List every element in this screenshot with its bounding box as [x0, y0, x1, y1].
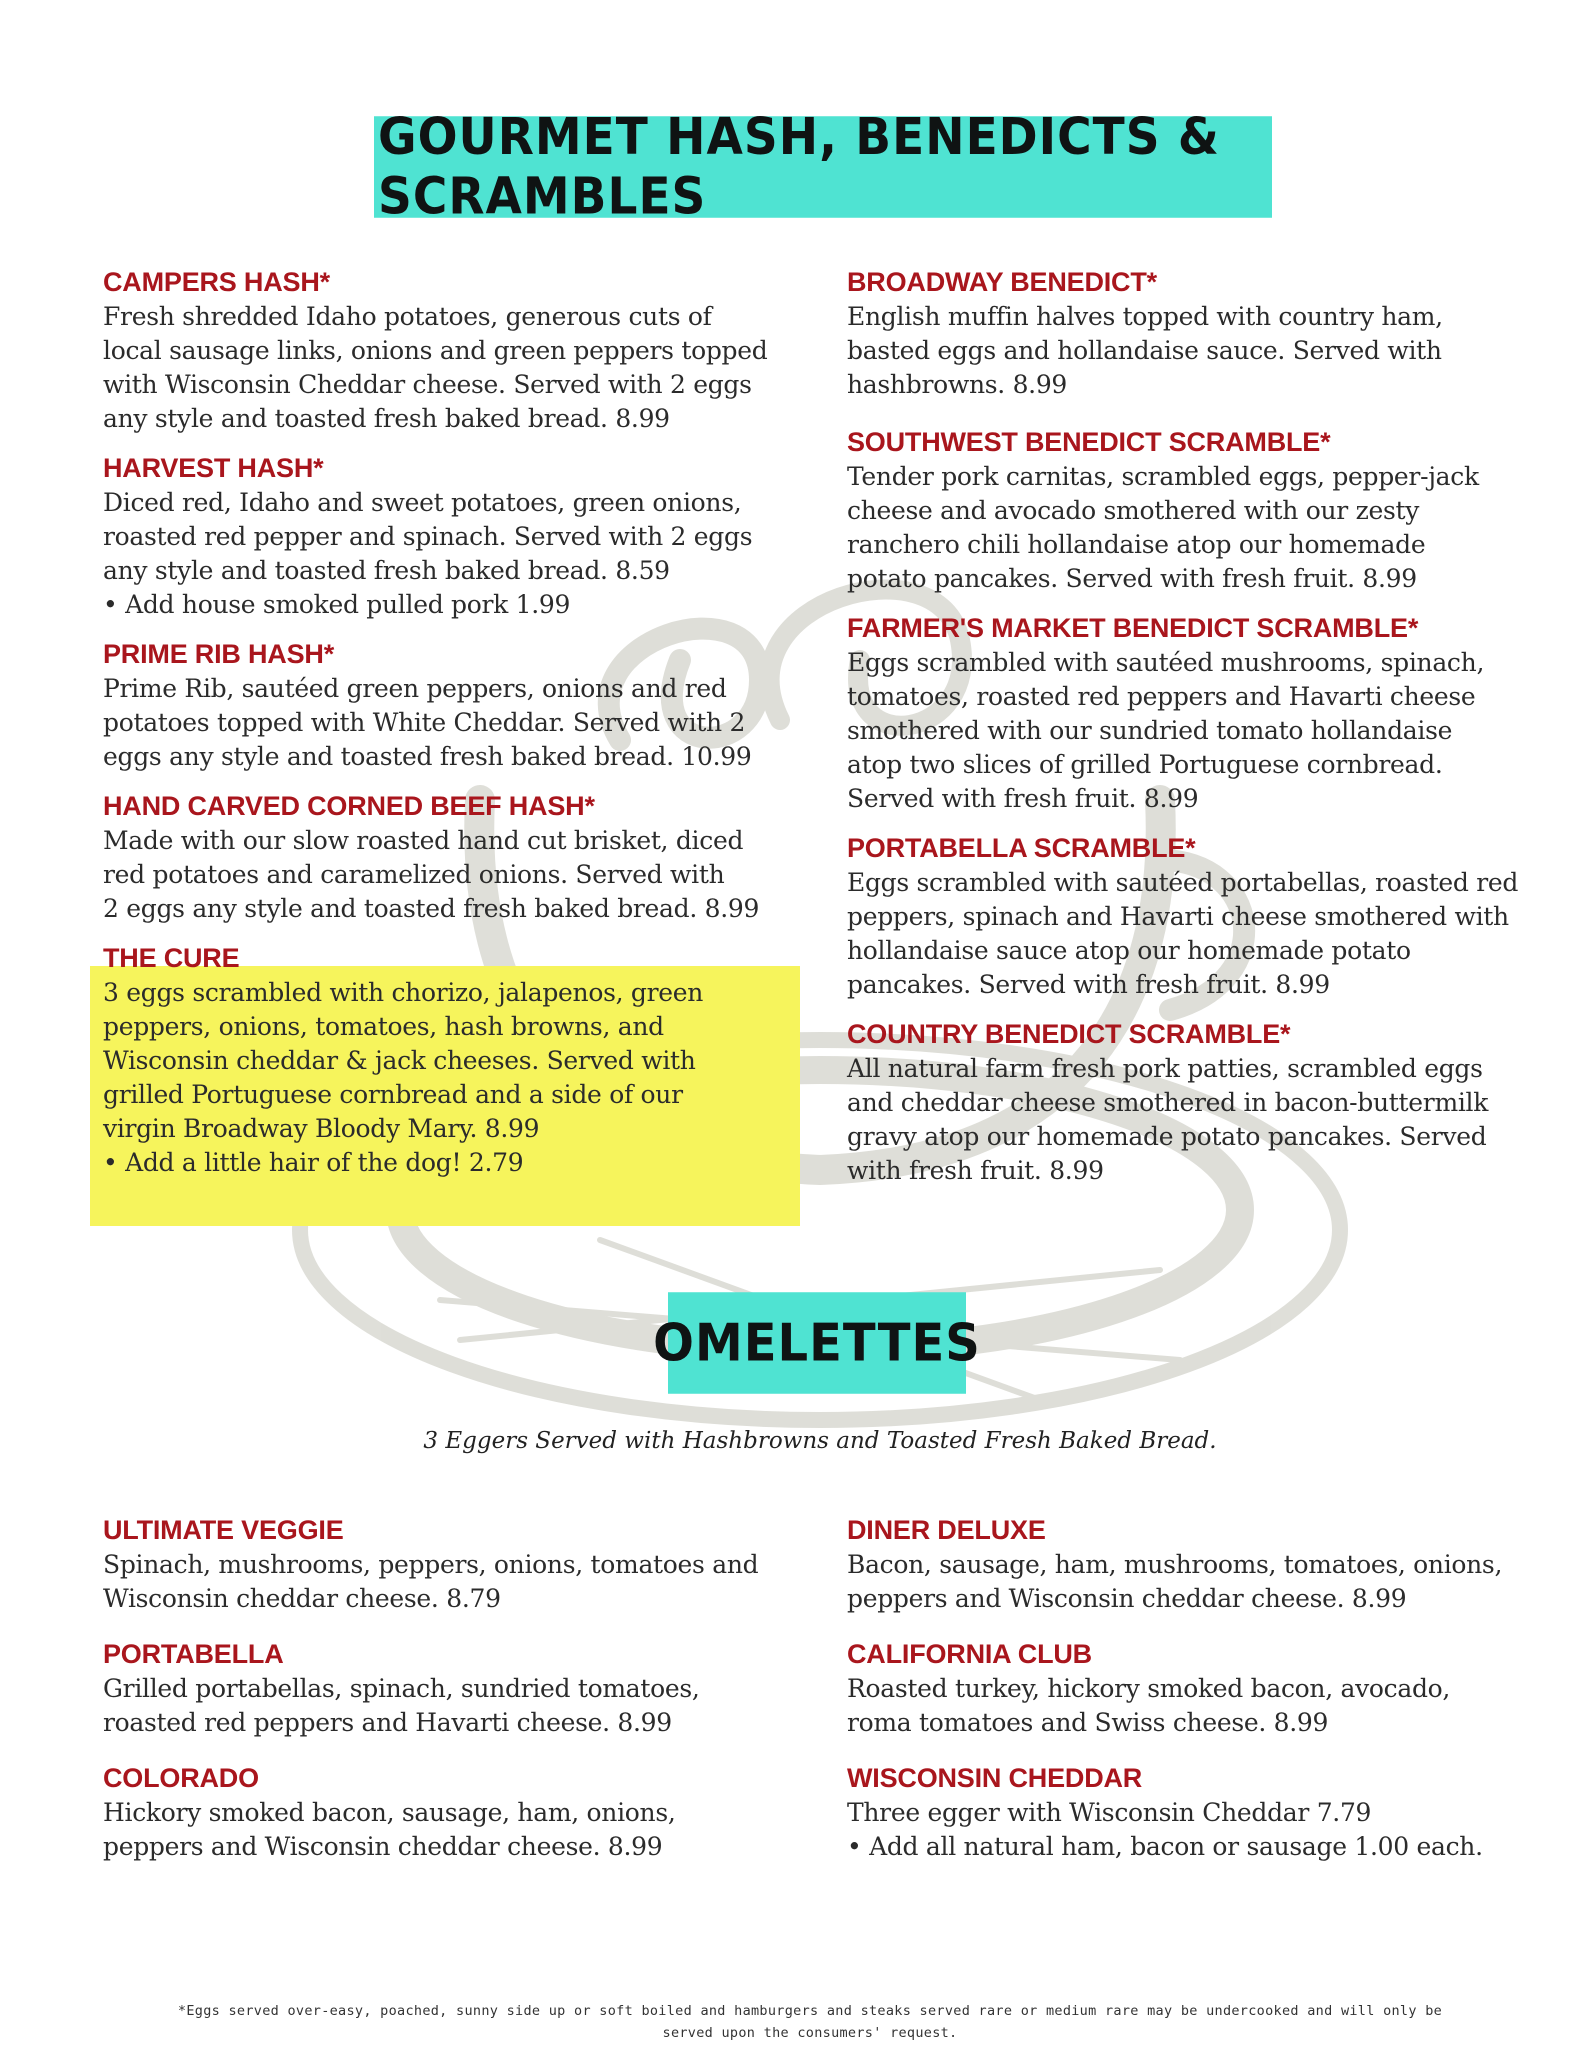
menu-item-broadway-benedict — [847, 264, 1567, 402]
menu-item-name: COLORADO — [103, 1763, 259, 1793]
menu-item-desc-line: Prime Rib, sautéed green peppers, onions and red — [103, 674, 727, 703]
menu-item-desc-line: English muffin halves topped with country ham, — [847, 302, 1443, 331]
menu-item-desc-line: any style and toasted fresh baked bread. 8.59 — [103, 556, 670, 585]
menu-item-desc-line: Eggs scrambled with sautéed portabellas, roasted red — [847, 868, 1519, 897]
menu-item-desc-line: grilled Portuguese cornbread and a side of our — [103, 1080, 683, 1109]
menu-item-southwest-benedict — [847, 424, 1567, 596]
menu-item-desc-line: 2 eggs any style and toasted fresh baked bread. 8.99 — [103, 894, 760, 923]
section-title-gourmet: GOURMET HASH, BENEDICTS & SCRAMBLES — [378, 121, 1268, 214]
menu-item-country-benedict — [847, 1016, 1567, 1188]
menu-item-colorado — [103, 1760, 803, 1864]
menu-item-desc-line: smothered with our sundried tomato hollandaise — [847, 716, 1453, 745]
omelettes-subtitle: 3 Eggers Served with Hashbrowns and Toasted Fresh Baked Bread. — [423, 1428, 1217, 1454]
menu-item-desc-line: tomatoes, roasted red peppers and Havarti cheese — [847, 682, 1476, 711]
footer-line: *Eggs served over-easy, poached, sunny side up or soft boiled and hamburgers and steaks served rare or medium rare may be undercooked and will only be — [177, 2003, 1443, 2019]
right-menu-column — [847, 264, 1567, 1188]
menu-item-desc-line: Wisconsin cheddar & jack cheeses. Served with — [103, 1046, 696, 1075]
menu-item-desc-line: virgin Broadway Bloody Mary. 8.99 — [103, 1114, 540, 1143]
menu-item-desc-line: 3 eggs scrambled with chorizo, jalapenos, green — [103, 978, 704, 1007]
menu-item-california-club — [847, 1636, 1567, 1740]
footer-disclaimer — [130, 2000, 1490, 2044]
omelettes-right-column — [847, 1512, 1567, 1864]
menu-item-desc-line: Three egger with Wisconsin Cheddar 7.79 — [847, 1798, 1372, 1827]
menu-item-desc-line: Served with fresh fruit. 8.99 — [847, 784, 1199, 813]
menu-item-desc-line: atop two slices of grilled Portuguese cornbread. — [847, 750, 1443, 779]
menu-item-desc-line: Bacon, sausage, ham, mushrooms, tomatoes, onions, — [847, 1550, 1503, 1579]
menu-item-desc-line: All natural farm fresh pork patties, scrambled eggs — [847, 1054, 1483, 1083]
menu-item-name: ULTIMATE VEGGIE — [103, 1515, 344, 1545]
menu-item-name: COUNTRY BENEDICT SCRAMBLE* — [847, 1019, 1291, 1049]
menu-item-desc-line: Diced red, Idaho and sweet potatoes, green onions, — [103, 488, 742, 517]
menu-item-name: SOUTHWEST BENEDICT SCRAMBLE* — [847, 427, 1331, 457]
menu-item-desc-line: Grilled portabellas, spinach, sundried tomatoes, — [103, 1674, 700, 1703]
menu-item-desc-line: hashbrowns. 8.99 — [847, 370, 1068, 399]
menu-item-name: FARMER'S MARKET BENEDICT SCRAMBLE* — [847, 613, 1419, 643]
menu-item-desc-line: Wisconsin cheddar cheese. 8.79 — [103, 1584, 501, 1613]
menu-item-desc-line: Hickory smoked bacon, sausage, ham, onions, — [103, 1798, 676, 1827]
menu-item-desc-line: Tender pork carnitas, scrambled eggs, pepper-jack — [847, 462, 1479, 491]
menu-item-corned-beef-hash — [103, 788, 803, 926]
menu-item-desc-line: with Wisconsin Cheddar cheese. Served with 2 eggs — [103, 370, 752, 399]
footer-line: served upon the consumers' request. — [662, 2025, 958, 2041]
menu-item-desc-line: • Add a little hair of the dog! 2.79 — [103, 1148, 524, 1177]
menu-item-desc-line: any style and toasted fresh baked bread. 8.99 — [103, 404, 670, 433]
menu-item-desc-line: roasted red pepper and spinach. Served with 2 eggs — [103, 522, 753, 551]
menu-item-desc-line: roma tomatoes and Swiss cheese. 8.99 — [847, 1708, 1329, 1737]
section-title-omelettes: OMELETTES — [672, 1297, 962, 1390]
omelettes-left-column — [103, 1512, 803, 1864]
menu-item-desc-line: • Add house smoked pulled pork 1.99 — [103, 590, 571, 619]
menu-item-desc-line: peppers, spinach and Havarti cheese smothered with — [847, 902, 1509, 931]
menu-item-desc-line: eggs any style and toasted fresh baked bread. 10.99 — [103, 742, 752, 771]
left-menu-column — [103, 264, 803, 1180]
menu-item-desc-line: red potatoes and caramelized onions. Served with — [103, 860, 725, 889]
menu-item-the-cure — [103, 940, 803, 1180]
menu-item-desc-line: Eggs scrambled with sautéed mushrooms, spinach, — [847, 648, 1485, 677]
menu-item-desc-line: • Add all natural ham, bacon or sausage 1.00 each. — [847, 1832, 1483, 1861]
menu-item-desc-line: Made with our slow roasted hand cut brisket, diced — [103, 826, 744, 855]
menu-item-desc-line: with fresh fruit. 8.99 — [847, 1156, 1104, 1185]
menu-item-ultimate-veggie — [103, 1512, 803, 1616]
menu-item-desc-line: pancakes. Served with fresh fruit. 8.99 — [847, 970, 1330, 999]
menu-item-desc-line: hollandaise sauce atop our homemade potato — [847, 936, 1411, 965]
menu-item-name: DINER DELUXE — [847, 1515, 1046, 1545]
menu-item-desc-line: potatoes topped with White Cheddar. Served with 2 — [103, 708, 746, 737]
menu-item-campers-hash — [103, 264, 803, 436]
menu-item-name: HAND CARVED CORNED BEEF HASH* — [103, 791, 595, 821]
menu-item-name: HARVEST HASH* — [103, 453, 324, 483]
menu-item-portabella — [103, 1636, 803, 1740]
menu-item-desc-line: roasted red peppers and Havarti cheese. 8.99 — [103, 1708, 672, 1737]
menu-item-name: PRIME RIB HASH* — [103, 639, 335, 669]
menu-item-desc-line: Spinach, mushrooms, peppers, onions, tomatoes and — [103, 1550, 759, 1579]
menu-item-name: THE CURE — [103, 943, 240, 973]
menu-item-desc-line: ranchero chili hollandaise atop our homemade — [847, 530, 1426, 559]
menu-item-wisconsin-cheddar — [847, 1760, 1567, 1864]
menu-item-desc-line: gravy atop our homemade potato pancakes. Served — [847, 1122, 1487, 1151]
menu-item-diner-deluxe — [847, 1512, 1567, 1616]
menu-item-desc-line: cheese and avocado smothered with our zesty — [847, 496, 1420, 525]
menu-item-name: PORTABELLA — [103, 1639, 284, 1669]
menu-item-portabella-scramble — [847, 830, 1567, 1002]
menu-item-desc-line: potato pancakes. Served with fresh fruit. 8.99 — [847, 564, 1417, 593]
menu-item-desc-line: peppers, onions, tomatoes, hash browns, and — [103, 1012, 664, 1041]
menu-item-name: PORTABELLA SCRAMBLE* — [847, 833, 1196, 863]
menu-item-desc-line: and cheddar cheese smothered in bacon-buttermilk — [847, 1088, 1489, 1117]
menu-item-harvest-hash — [103, 450, 803, 622]
menu-item-desc-line: peppers and Wisconsin cheddar cheese. 8.99 — [847, 1584, 1407, 1613]
menu-item-name: BROADWAY BENEDICT* — [847, 267, 1157, 297]
menu-item-farmers-market-benedict — [847, 610, 1567, 816]
menu-item-desc-line: Fresh shredded Idaho potatoes, generous cuts of — [103, 302, 712, 331]
menu-item-desc-line: basted eggs and hollandaise sauce. Served with — [847, 336, 1442, 365]
menu-item-prime-rib-hash — [103, 636, 803, 774]
menu-item-name: CALIFORNIA CLUB — [847, 1639, 1092, 1669]
menu-item-desc-line: local sausage links, onions and green peppers topped — [103, 336, 768, 365]
menu-item-name: CAMPERS HASH* — [103, 267, 330, 297]
menu-item-desc-line: peppers and Wisconsin cheddar cheese. 8.99 — [103, 1832, 663, 1861]
menu-item-desc-line: Roasted turkey, hickory smoked bacon, avocado, — [847, 1674, 1451, 1703]
menu-item-name: WISCONSIN CHEDDAR — [847, 1763, 1143, 1793]
